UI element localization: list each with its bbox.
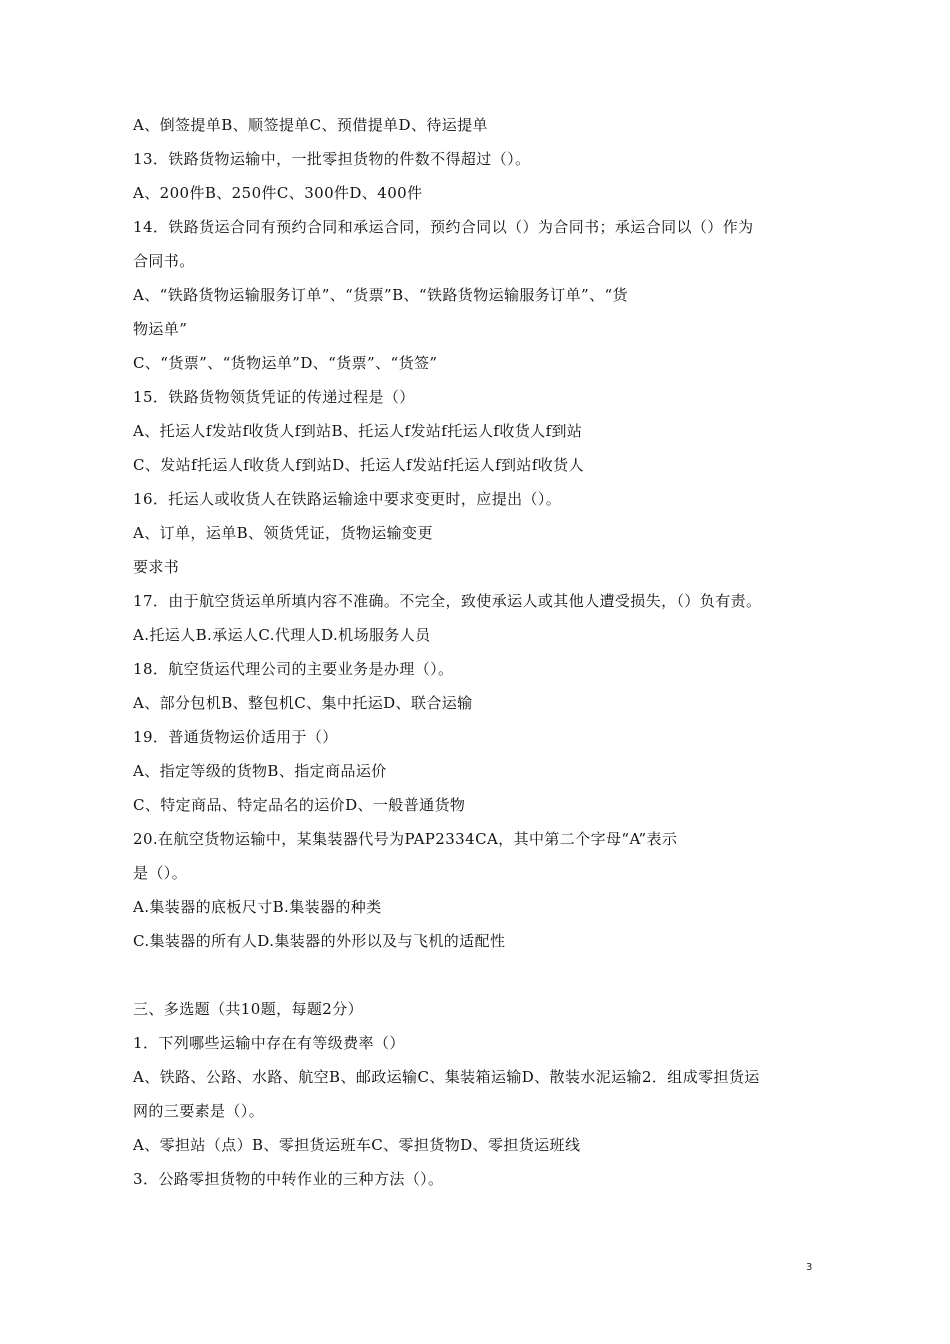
text-line: 网的三要素是（）。 xyxy=(133,1102,265,1120)
text-line: C、“货票”、“货物运单”D、“货票”、“货签” xyxy=(133,354,438,372)
question-14: 14．铁路货运合同有预约合同和承运合同，预约合同以（）为合同书；承运合同以（）作为 xyxy=(133,218,754,236)
text-line: 是（）。 xyxy=(133,864,188,882)
question-16: 16．托运人或收货人在铁路运输途中要求变更时，应提出（）。 xyxy=(133,490,562,508)
text-line: A、铁路、公路、水路、航空B、邮政运输C、集装箱运输D、散装水泥运输2．组成零担货运 xyxy=(133,1068,760,1086)
text-line: 物运单” xyxy=(133,320,188,338)
question-13: 13．铁路货物运输中，一批零担货物的件数不得超过（）。 xyxy=(133,150,531,168)
text-line: 合同书。 xyxy=(133,252,195,270)
question-17: 17．由于航空货运单所填内容不准确。不完全，致使承运人或其他人遭受损失，（）负有责。 xyxy=(133,592,762,610)
text-line: A、订单，运单B、领货凭证，货物运输变更 xyxy=(133,524,433,542)
text-line: A、指定等级的货物B、指定商品运价 xyxy=(133,762,387,780)
text-line: C.集装器的所有人D.集装器的外形以及与飞机的适配性 xyxy=(133,932,506,950)
question-15: 15．铁路货物领货凭证的传递过程是（） xyxy=(133,388,415,406)
text-line: A、托运人f发站f收货人f到站B、托运人f发站f托运人f收货人f到站 xyxy=(133,422,583,440)
multi-question-1: 1．下列哪些运输中存在有等级费率（） xyxy=(133,1034,405,1052)
text-line: A、200件B、250件C、300件D、400件 xyxy=(133,184,423,202)
text-line: A、零担站（点）B、零担货运班车C、零担货物D、零担货运班线 xyxy=(133,1136,581,1154)
page-content xyxy=(133,114,833,1202)
question-19: 19．普通货物运价适用于（） xyxy=(133,728,338,746)
page-number: 3 xyxy=(806,1262,813,1273)
text-line: A、“铁路货物运输服务订单”、“货票”B、“铁路货物运输服务订单”、“货 xyxy=(133,286,628,304)
question-20: 20.在航空货物运输中，某集装器代号为PAP2334CA，其中第二个字母“A”表示 xyxy=(133,830,678,848)
text-line: A.托运人B.承运人C.代理人D.机场服务人员 xyxy=(133,626,431,644)
multi-question-3: 3．公路零担货物的中转作业的三种方法（）。 xyxy=(133,1170,444,1188)
text-line: C、特定商品、特定品名的运价D、一般普通货物 xyxy=(133,796,466,814)
blank-line xyxy=(133,964,833,998)
text-line: A、部分包机B、整包机C、集中托运D、联合运输 xyxy=(133,694,473,712)
section-heading: 三、多选题（共10题，每题2分） xyxy=(133,1000,364,1018)
question-18: 18．航空货运代理公司的主要业务是办理（）。 xyxy=(133,660,454,678)
text-line: A.集装器的底板尺寸B.集装器的种类 xyxy=(133,898,382,916)
text-line: A、倒签提单B、顺签提单C、预借提单D、待运提单 xyxy=(133,116,488,134)
text-line: C、发站f托运人f收货人f到站D、托运人f发站f托运人f到站f收货人 xyxy=(133,456,584,474)
text-line: 要求书 xyxy=(133,558,180,576)
